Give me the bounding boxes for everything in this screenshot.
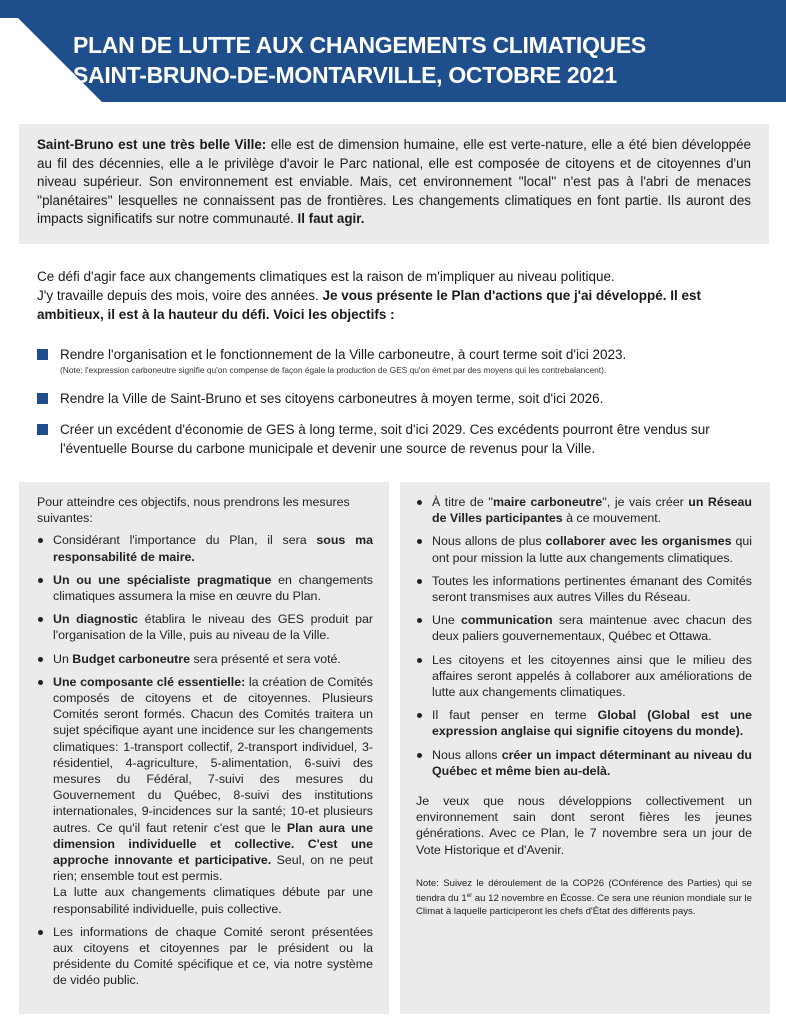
measures-list	[37, 532, 373, 988]
paragraph-bold: Je vous présente le Plan d'actions que j'ai développé. Il est ambitieux, il est à la hauteur du défi. Voici les objectifs :	[37, 288, 702, 322]
measure-item: Les informations de chaque Comité seront présentées aux citoyens et citoyennes par le président ou la présidente du Comité spécifique et ce, via notre système de vidéo public.	[37, 924, 373, 989]
closing-paragraph: Je veux que nous développions collectivement un environnement sain dont seront fières les jeunes générations. Avec ce Plan, le 7 novembre sera un jour de Vote Historique et d'Avenir.	[416, 794, 752, 857]
measure-item: Toutes les informations pertinentes émanant des Comités seront transmises aux autres Villes du Réseau.	[416, 573, 752, 605]
measure-item: Considérant l'importance du Plan, il sera sous ma responsabilité de maire.	[37, 532, 373, 564]
square-bullet-icon	[37, 424, 48, 435]
objectives-list	[37, 345, 757, 458]
intro-cta: Il faut agir.	[297, 211, 365, 227]
measures-column-right	[400, 482, 770, 1014]
measure-item: Un diagnostic établira le niveau des GES produit par l'organisation de la Ville, puis au niveau de la Ville.	[37, 611, 373, 643]
objective-text: Rendre l'organisation et le fonctionnement de la Ville carboneutre, à court terme soit d'ici 2023.	[60, 347, 627, 362]
intro-body: elle est de dimension humaine, elle est verte-nature, elle a été bien développée au fil des décennies, elle a le privilège d'avoir le Parc national, elle est composée de citoyens et de citoyennes d'un niveau supérieur. Son environnement est enviable. Mais, cet environnement ''local'' n'est pas à l'abri de menaces ''planétaires'' lesquelles ne connaissent pas de frontières. Les changements climatiques en font partie. Ils auront des impacts significatifs sur notre communauté.	[37, 137, 752, 227]
square-bullet-icon	[37, 393, 48, 404]
intro-box	[19, 124, 769, 244]
motivation-paragraph	[37, 267, 757, 324]
objective-item	[37, 345, 757, 376]
objective-text: Créer un excédent d'économie de GES à long terme, soit d'ici 2029. Ces excédents pourront être vendus sur l'éventuelle Bourse du carbone municipale et devenir une source de revenus pour la Ville.	[60, 422, 710, 456]
bullet-icon	[417, 539, 422, 544]
bullet-icon	[38, 930, 43, 935]
bullet-icon	[38, 538, 43, 543]
bullet-icon	[38, 617, 43, 622]
measures-list-continued	[416, 494, 752, 779]
square-bullet-icon	[37, 349, 48, 360]
objective-text: Rendre la Ville de Saint-Bruno et ses citoyens carboneutres à moyen terme, soit d'ici 2026.	[60, 391, 604, 406]
objective-item	[37, 420, 757, 458]
measure-item: À titre de ''maire carboneutre'', je vais créer un Réseau de Villes participantes à ce mouvement.	[416, 494, 752, 526]
measure-item: Il faut penser en terme Global (Global est une expression anglaise qui signifie citoyens du monde).	[416, 707, 752, 739]
bullet-icon	[417, 658, 422, 663]
bullet-icon	[417, 618, 422, 623]
bullet-icon	[417, 713, 422, 718]
cop26-note: Note: Suivez le déroulement de la COP26 (COnférence des Parties) qui se tiendra du 1er au 12 novembre en Écosse. Ce sera une réunion mondiale sur le Climat à laquelle participeront les chefs d'État des différents pays.	[416, 877, 752, 918]
measure-item: Un ou une spécialiste pragmatique en changements climatiques assumera la mise en œuvre du Plan.	[37, 572, 373, 604]
measures-column-left	[19, 482, 389, 1014]
title-line-1: PLAN DE LUTTE AUX CHANGEMENTS CLIMATIQUES	[73, 32, 646, 58]
paragraph-line-2: J'y travaille depuis des mois, voire des années.	[37, 288, 323, 303]
bullet-icon	[417, 500, 422, 505]
measure-item: Une composante clé essentielle: la création de Comités composés de citoyens et de citoyennes. Plusieurs Comités seront formés. Chacun des Comités traitera un sujet spécifique ayant une incidence sur les changements climatiques: 1-transport collectif, 2-transport individuel, 3-résidentiel, 4-agriculture, 5-alimentation, 6-suivi des mesures du Fédéral, 7-suivi des mesures du Gouvernement du Québec, 8-suivi des institutions internationales, 9-incidences sur la santé; 10-et plusieurs autres. Ce qu'il faut retenir c'est que le Plan aura une dimension individuelle et collective. C'est une approche innovante et participative. Seul, on ne peut rien; ensemble tout est permis. La lutte aux changements climatiques débute par une responsabilité individuelle, puis collective.	[37, 674, 373, 917]
measure-item: Un Budget carboneutre sera présenté et sera voté.	[37, 651, 373, 667]
paragraph-line-1: Ce défi d'agir face aux changements climatiques est la raison de m'impliquer au niveau politique.	[37, 269, 615, 284]
bullet-icon	[38, 657, 43, 662]
measures-intro: Pour atteindre ces objectifs, nous prendrons les mesures suivantes:	[37, 495, 350, 526]
intro-lead: Saint-Bruno est une très belle Ville:	[37, 137, 267, 152]
measure-item: Une communication sera maintenue avec chacun des deux paliers gouvernementaux, Québec et Ottawa.	[416, 612, 752, 644]
measure-item: Nous allons créer un impact déterminant au niveau du Québec et même bien au-delà.	[416, 747, 752, 779]
bullet-icon	[417, 579, 422, 584]
measure-item: Les citoyens et les citoyennes ainsi que le milieu des affaires seront appelés à collaborer aux améliorations de lutte aux changements climatiques.	[416, 652, 752, 701]
bullet-icon	[38, 680, 43, 685]
title-line-2: SAINT-BRUNO-DE-MONTARVILLE, OCTOBRE 2021	[73, 62, 617, 88]
objective-item	[37, 389, 757, 408]
bullet-icon	[417, 753, 422, 758]
objective-note: (Note: l'expression carboneutre signifie qu'on compense de façon égale la production de GES qu'on émet par des moyens qui les contrebalancent).	[60, 365, 607, 375]
measure-item: Nous allons de plus collaborer avec les organismes qui ont pour mission la lutte aux changements climatiques.	[416, 533, 752, 565]
page-title	[73, 30, 646, 90]
bullet-icon	[38, 578, 43, 583]
